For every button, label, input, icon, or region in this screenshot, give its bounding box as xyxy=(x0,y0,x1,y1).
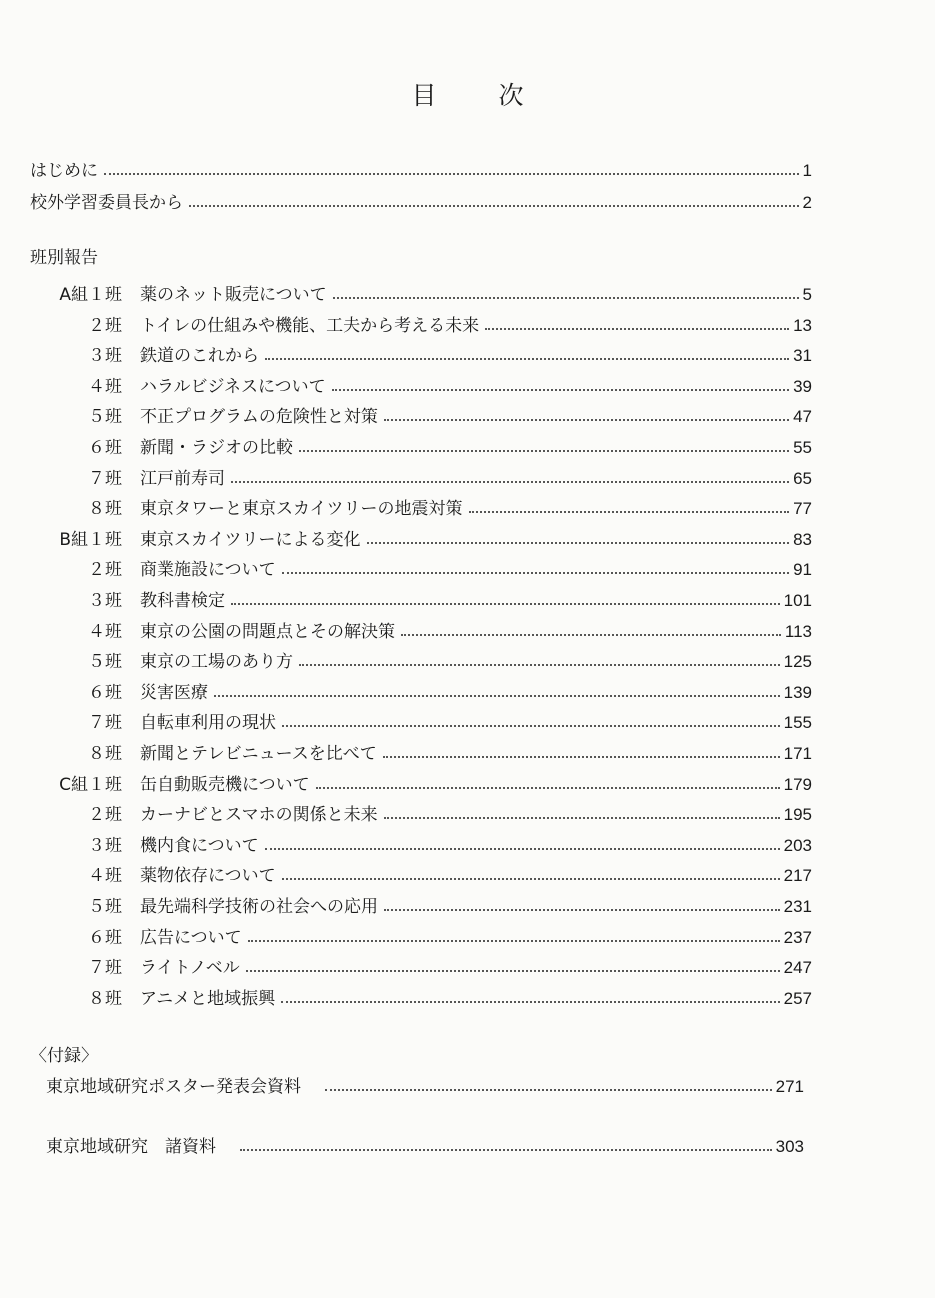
toc-entry-report[interactable] xyxy=(30,340,812,366)
page-number: 303 xyxy=(775,1137,804,1156)
toc-entry-report[interactable] xyxy=(30,677,812,703)
entry-title: 東京の公園の問題点とその解決策 xyxy=(140,621,395,642)
page-number: 271 xyxy=(775,1077,804,1096)
entry-title: トイレの仕組みや機能、工夫から考える未来 xyxy=(140,315,480,336)
toc-entry-report[interactable] xyxy=(30,769,812,795)
page-number: 113 xyxy=(784,621,812,641)
leader-dots xyxy=(248,940,780,942)
entry-title: 教科書検定 xyxy=(140,591,225,611)
entry-title: 商業施設について xyxy=(140,560,276,581)
page-number: 203 xyxy=(783,835,812,855)
toc-entry-report[interactable] xyxy=(30,371,812,397)
toc-entry-report[interactable] xyxy=(30,432,812,458)
entry-title: 災害医療 xyxy=(140,682,208,703)
group-label: ３班 xyxy=(88,835,122,856)
leader-dots xyxy=(282,725,780,727)
toc-entry-report[interactable] xyxy=(30,310,812,336)
page-number: 55 xyxy=(793,438,812,457)
group-label: ６班 xyxy=(88,438,122,458)
page-number: 5 xyxy=(802,285,812,304)
entry-title: アニメと地域振興 xyxy=(140,988,276,1009)
toc-entry-report[interactable] xyxy=(30,799,812,825)
entry-title: ハラルビジネスについて xyxy=(140,376,326,397)
group-label: ８班 xyxy=(88,499,122,520)
entry-title: カーナビとスマホの関係と未来 xyxy=(140,805,378,826)
toc-entry-appendix-materials[interactable] xyxy=(46,1131,804,1157)
leader-dots xyxy=(299,450,789,452)
leader-dots xyxy=(401,634,781,636)
page-number: 39 xyxy=(793,376,812,396)
group-label: A組１班 xyxy=(59,285,122,305)
section-heading: 班別報告 xyxy=(30,248,98,268)
leader-dots xyxy=(282,878,780,880)
toc-entry-report[interactable] xyxy=(30,952,812,978)
toc-entry-report[interactable] xyxy=(30,922,812,948)
leader-dots xyxy=(333,297,799,299)
group-label: ６班 xyxy=(88,682,122,703)
group-label: ５班 xyxy=(88,652,122,673)
leader-dots xyxy=(240,1149,772,1151)
page-number: 77 xyxy=(793,499,812,519)
title-char-1: 目 xyxy=(411,81,437,110)
page-number: 2 xyxy=(802,193,812,212)
toc-entry-report[interactable] xyxy=(30,830,812,856)
leader-dots xyxy=(231,603,780,605)
page-number: 47 xyxy=(793,407,812,427)
leader-dots xyxy=(299,664,780,666)
group-label: ７班 xyxy=(88,958,122,979)
entry-title: 広告について xyxy=(140,927,242,948)
page-number: 91 xyxy=(793,560,812,580)
entry-title: 東京の工場のあり方 xyxy=(140,652,293,673)
leader-dots xyxy=(265,848,780,850)
leader-dots xyxy=(384,817,780,819)
page-number: 231 xyxy=(783,897,812,916)
leader-dots xyxy=(189,205,799,207)
group-label: ７班 xyxy=(88,713,122,734)
entry-title: 鉄道のこれから xyxy=(140,346,259,367)
entry-title: 東京タワーと東京スカイツリーの地震対策 xyxy=(140,499,463,520)
toc-entry-appendix-poster[interactable] xyxy=(46,1071,804,1097)
entry-title: ライトノベル xyxy=(140,958,240,979)
page-number: 101 xyxy=(783,591,812,610)
page-number: 83 xyxy=(793,529,812,549)
entry-title: 最先端科学技術の社会への応用 xyxy=(140,897,378,917)
group-label: B組１班 xyxy=(59,529,122,550)
toc-entry-report[interactable] xyxy=(30,279,812,305)
toc-entry-committee[interactable] xyxy=(30,187,812,213)
entry-title: 東京地域研究ポスター発表会資料 xyxy=(46,1077,301,1097)
page-number: 247 xyxy=(783,958,812,978)
group-label: ３班 xyxy=(88,591,122,611)
page-number: 171 xyxy=(783,744,812,763)
group-label: ７班 xyxy=(88,468,122,489)
page-number: 139 xyxy=(783,682,812,702)
entry-title: 新聞とテレビニュースを比べて xyxy=(140,744,377,764)
leader-dots xyxy=(383,756,780,758)
leader-dots xyxy=(469,511,790,513)
page-number: 31 xyxy=(793,346,812,366)
page-number: 217 xyxy=(783,866,812,886)
page-number: 257 xyxy=(783,988,812,1008)
page-number: 179 xyxy=(783,774,812,794)
leader-dots xyxy=(265,358,789,360)
toc-entry-report[interactable] xyxy=(30,554,812,580)
toc-entry-report[interactable] xyxy=(30,707,812,733)
page-number: 65 xyxy=(793,468,812,488)
group-label: ３班 xyxy=(88,346,122,367)
leader-dots xyxy=(231,481,789,483)
entry-title: 新聞・ラジオの比較 xyxy=(140,438,293,458)
entry-title: 校外学習委員長から xyxy=(30,193,183,213)
toc-entry-report[interactable] xyxy=(30,738,812,764)
page-number: 195 xyxy=(783,805,812,825)
toc-entry-report[interactable] xyxy=(30,983,812,1009)
leader-dots xyxy=(485,328,789,330)
leader-dots xyxy=(246,970,780,972)
entry-title: 缶自動販売機について xyxy=(140,774,310,795)
group-label: ５班 xyxy=(88,897,122,917)
entry-title: 薬のネット販売について xyxy=(140,285,327,305)
leader-dots xyxy=(281,1001,779,1003)
title-char-2: 次 xyxy=(498,81,524,110)
leader-dots xyxy=(384,909,780,911)
appendix-heading: 〈付録〉 xyxy=(30,1046,98,1066)
entry-title: 江戸前寿司 xyxy=(140,468,225,489)
group-label: ２班 xyxy=(88,805,122,826)
entry-title: 機内食について xyxy=(140,835,259,856)
leader-dots xyxy=(214,695,780,697)
toc-entry-report[interactable] xyxy=(30,524,812,550)
toc-entry-report[interactable] xyxy=(30,646,812,672)
entry-title: 東京スカイツリーによる変化 xyxy=(140,529,361,550)
page-number: 237 xyxy=(783,927,812,947)
toc-entry-report[interactable] xyxy=(30,463,812,489)
group-label: ６班 xyxy=(88,927,122,948)
entry-title: 薬物依存について xyxy=(140,866,276,887)
group-label: C組１班 xyxy=(59,774,122,795)
leader-dots xyxy=(332,389,789,391)
leader-dots xyxy=(282,572,789,574)
leader-dots xyxy=(325,1089,772,1091)
entry-title: 不正プログラムの危険性と対策 xyxy=(140,407,378,428)
leader-dots xyxy=(104,173,799,175)
toc-entry-report[interactable] xyxy=(30,891,812,917)
page-number: 155 xyxy=(783,713,812,733)
entry-title: はじめに xyxy=(30,161,98,181)
entry-title: 東京地域研究 諸資料 xyxy=(46,1137,216,1157)
toc-entry-report[interactable] xyxy=(30,585,812,611)
group-label: ２班 xyxy=(88,315,122,336)
toc-entry-report[interactable] xyxy=(30,616,812,642)
page-title xyxy=(0,76,935,112)
entry-title: 自転車利用の現状 xyxy=(140,713,276,734)
group-label: ４班 xyxy=(88,866,122,887)
page-number: 13 xyxy=(793,315,812,335)
page-number: 125 xyxy=(783,652,812,672)
group-label: ２班 xyxy=(88,560,122,581)
toc-entry-report[interactable] xyxy=(30,860,812,886)
group-label: ８班 xyxy=(88,988,122,1009)
group-label: ５班 xyxy=(88,407,122,428)
toc-entry-report[interactable] xyxy=(30,401,812,427)
leader-dots xyxy=(316,787,780,789)
page-number: 1 xyxy=(802,161,812,180)
group-label: ４班 xyxy=(88,621,122,642)
toc-entry-report[interactable] xyxy=(30,493,812,519)
group-label: ８班 xyxy=(88,744,122,764)
leader-dots xyxy=(384,419,789,421)
group-label: ４班 xyxy=(88,376,122,397)
toc-entry-intro[interactable] xyxy=(30,155,812,181)
leader-dots xyxy=(367,542,790,544)
